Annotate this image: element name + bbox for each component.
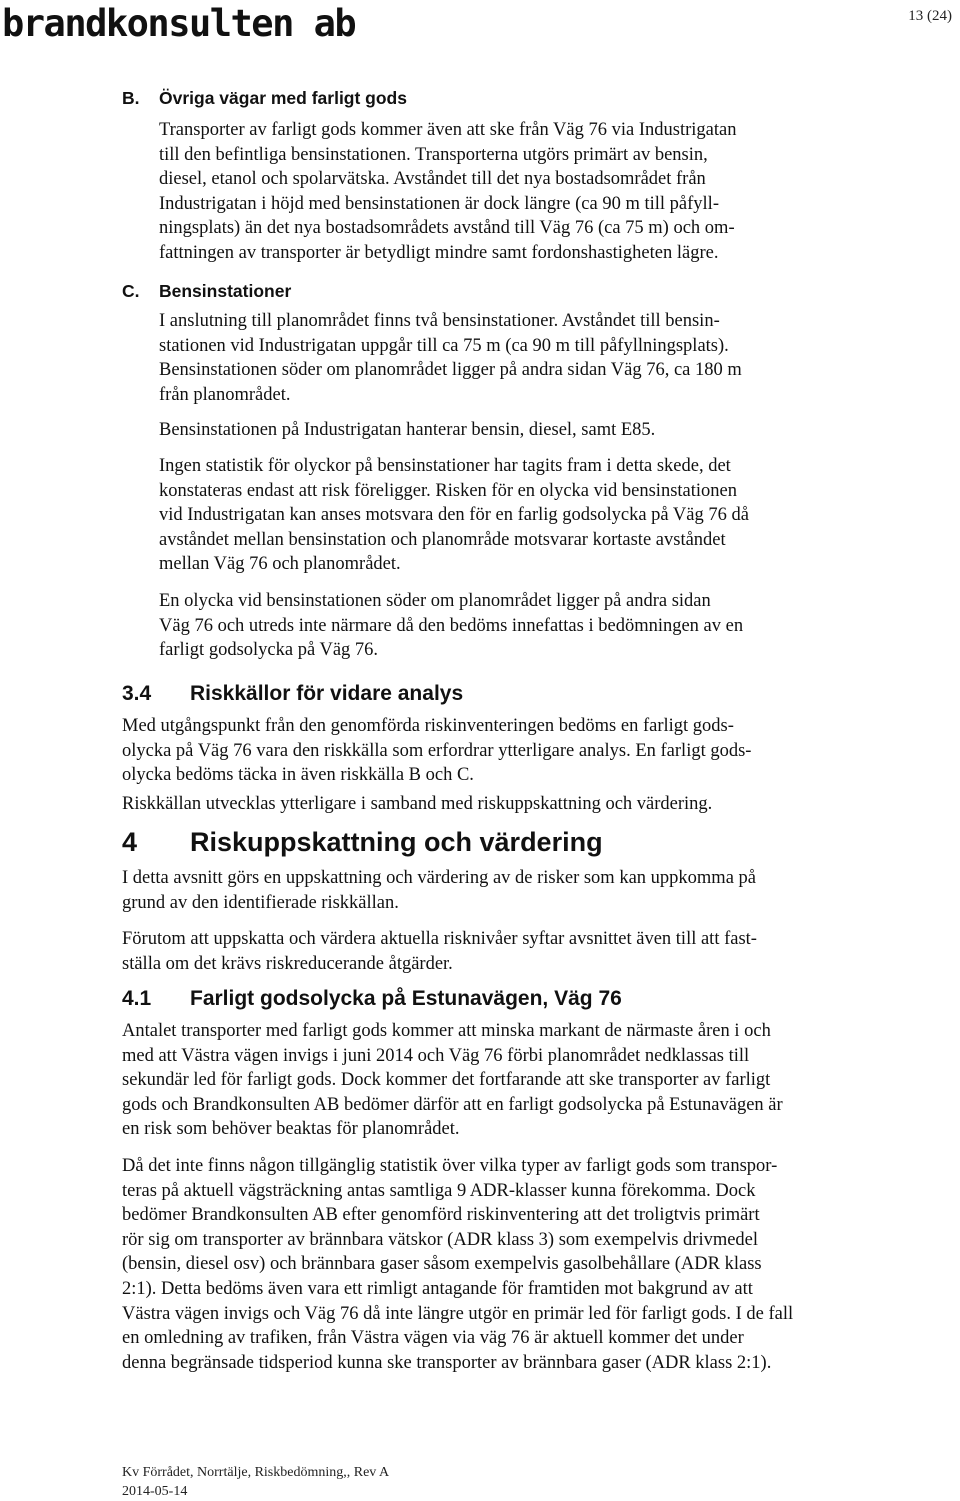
section-4-1-number: 4.1 bbox=[122, 987, 152, 1010]
section-3-4-title: Riskkällor för vidare analys bbox=[190, 682, 464, 705]
text-line: (bensin, diesel osv) och brännbara gaser såsom exempelvis gasolbehållare (ADR klass bbox=[122, 1254, 762, 1275]
text-line: I detta avsnitt görs en uppskattning och värdering av de risker som kan uppkomma på bbox=[122, 868, 756, 888]
company-logo: brandkonsulten ab bbox=[2, 2, 356, 45]
text-line: grund av den identifierade riskkällan. bbox=[122, 892, 399, 913]
section-c-paragraph-1 bbox=[159, 309, 939, 407]
text-line: En olycka vid bensinstationen söder om planområdet ligger på andra sidan bbox=[159, 591, 711, 611]
section-4-1-heading bbox=[122, 987, 622, 1011]
section-3-4-paragraph-2 bbox=[122, 792, 940, 817]
page-footer bbox=[122, 1463, 389, 1501]
text-line: vid Industrigatan kan anses motsvara den för en farlig godsolycka på Väg 76 då bbox=[159, 505, 749, 526]
text-line: ställa om det krävs riskreducerande åtgärder. bbox=[122, 953, 453, 974]
text-line: fattningen av transporter är betydligt mindre samt fordonshastigheten lägre. bbox=[159, 242, 719, 263]
text-line: Riskkällan utvecklas ytterligare i samband med riskuppskattning och värdering. bbox=[122, 794, 713, 814]
section-b-label: B. bbox=[122, 88, 140, 108]
text-line: med att Västra vägen invigs i juni 2014 och Väg 76 förbi planområdet nedklassas till bbox=[122, 1045, 750, 1066]
section-4-heading bbox=[122, 827, 603, 858]
section-3-4-heading bbox=[122, 682, 463, 706]
section-c-paragraph-2 bbox=[159, 418, 939, 443]
text-line: stationen vid Industrigatan uppgår till ca 75 m (ca 90 m till påfyllningsplats). bbox=[159, 335, 729, 356]
text-line: Antalet transporter med farligt gods kommer att minska markant de närmaste åren i och bbox=[122, 1021, 771, 1041]
text-line: 2:1). Detta bedöms även vara ett rimligt antagande för framtiden mot bakgrund av att bbox=[122, 1278, 753, 1299]
text-line: en omledning av trafiken, från Västra vägen via väg 76 är aktuell kommer det under bbox=[122, 1328, 744, 1349]
section-4-1-paragraph-2 bbox=[122, 1154, 940, 1375]
text-line: Bensinstationen söder om planområdet ligger på andra sidan Väg 76, ca 180 m bbox=[159, 360, 742, 381]
text-line: till den befintliga bensinstationen. Transporterna utgörs primärt av bensin, bbox=[159, 144, 708, 165]
text-line: Med utgångspunkt från den genomförda riskinventeringen bedöms en farligt gods- bbox=[122, 716, 734, 736]
text-line: Förutom att uppskatta och värdera aktuella risknivåer syftar avsnittet även till att fast- bbox=[122, 929, 757, 949]
text-line: sekundär led för farligt gods. Dock kommer det fortfarande att ske transporter av farligt bbox=[122, 1070, 771, 1091]
page-number: 13 (24) bbox=[908, 8, 952, 24]
section-3-4-number: 3.4 bbox=[122, 682, 152, 705]
section-c-label: C. bbox=[122, 281, 140, 301]
section-c-paragraph-4 bbox=[159, 589, 939, 663]
section-c-title: Bensinstationer bbox=[159, 281, 292, 301]
text-line: Väg 76 och utreds inte närmare då den bedöms innefattas i bedömningen av en bbox=[159, 615, 744, 636]
footer-document-title: Kv Förrådet, Norrtälje, Riskbedömning,, Rev A bbox=[122, 1465, 390, 1480]
section-4-1-paragraph-1 bbox=[122, 1019, 940, 1142]
section-4-number: 4 bbox=[122, 827, 138, 857]
text-line: bedömer Brandkonsulten AB efter genomförd riskinventering att det troligtvis primärt bbox=[122, 1205, 760, 1226]
section-b-heading bbox=[122, 88, 407, 109]
section-b-paragraph bbox=[159, 118, 939, 266]
text-line: rör sig om transporter av brännbara vätskor (ADR klass 3) som exempelvis drivmedel bbox=[122, 1229, 759, 1250]
text-line: mellan Väg 76 och planområdet. bbox=[159, 554, 401, 575]
section-3-4-paragraph-1 bbox=[122, 714, 940, 788]
text-line: diesel, etanol och spolarvätska. Avståndet till det nya bostadsområdet från bbox=[159, 169, 706, 190]
text-line: olycka på Väg 76 vara den riskkälla som erfordrar ytterligare analys. En farligt gods- bbox=[122, 740, 752, 761]
section-b-title: Övriga vägar med farligt gods bbox=[159, 88, 407, 108]
section-c-paragraph-3 bbox=[159, 454, 939, 577]
text-line: Då det inte finns någon tillgänglig statistik över vilka typer av farligt gods som transpor- bbox=[122, 1156, 778, 1176]
text-line: Bensinstationen på Industrigatan hanterar bensin, diesel, samt E85. bbox=[159, 420, 656, 440]
section-4-paragraph-1 bbox=[122, 866, 940, 915]
text-line: denna begränsade tidsperiod kunna ske transporter av brännbara gaser (ADR klass 2:1). bbox=[122, 1352, 772, 1373]
section-4-1-title: Farligt godsolycka på Estunavägen, Väg 76 bbox=[190, 987, 622, 1010]
text-line: från planområdet. bbox=[159, 384, 291, 405]
text-line: I anslutning till planområdet finns två bensinstationer. Avståndet till bensin- bbox=[159, 311, 720, 331]
text-line: en risk som behöver beaktas för planområdet. bbox=[122, 1119, 460, 1140]
text-line: Ingen statistik för olyckor på bensinstationer har tagits fram i detta skede, det bbox=[159, 456, 731, 476]
text-line: Industrigatan i höjd med bensinstationen är dock längre (ca 90 m till påfyll- bbox=[159, 193, 719, 214]
section-c-heading bbox=[122, 281, 291, 302]
text-line: teras på aktuell vägsträckning antas samtliga 9 ADR-klasser kunna förekomma. Dock bbox=[122, 1180, 756, 1201]
text-line: gods och Brandkonsulten AB bedömer därför att en farligt godsolycka på Estunavägen är bbox=[122, 1094, 783, 1115]
footer-date: 2014-05-14 bbox=[122, 1484, 188, 1499]
text-line: olycka bedöms täcka in även riskkälla B och C. bbox=[122, 765, 474, 786]
text-line: Transporter av farligt gods kommer även att ske från Väg 76 via Industrigatan bbox=[159, 120, 737, 140]
text-line: farligt godsolycka på Väg 76. bbox=[159, 640, 379, 661]
text-line: avståndet mellan bensinstation och planområde motsvarar kortaste avståndet bbox=[159, 529, 726, 550]
text-line: konstateras endast att risk föreligger. Risken för en olycka vid bensinstationen bbox=[159, 480, 737, 501]
section-4-title: Riskuppskattning och värdering bbox=[190, 827, 603, 857]
text-line: Västra vägen invigs och Väg 76 då inte längre utgör en primär led för farligt gods. I de fall bbox=[122, 1303, 794, 1324]
section-4-paragraph-2 bbox=[122, 927, 940, 976]
text-line: ningsplats) än det nya bostadsområdets avstånd till Väg 76 (ca 75 m) och om- bbox=[159, 218, 735, 239]
